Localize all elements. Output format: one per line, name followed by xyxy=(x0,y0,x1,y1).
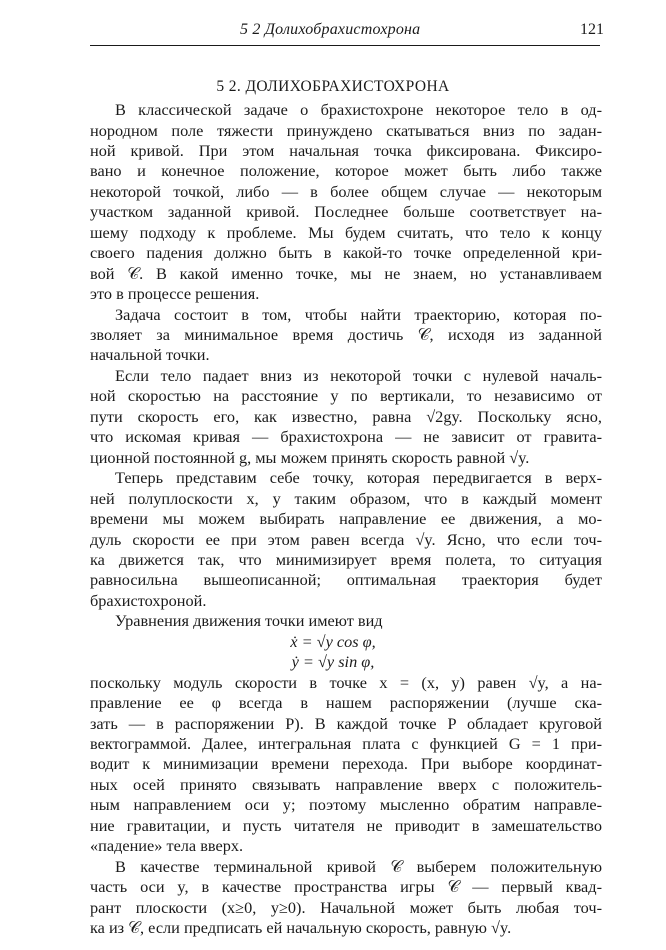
text-line: шему подходу к проблеме. Мы будем считать, что тело к концу xyxy=(90,222,602,242)
text-line: Теперь представим себе точку, которая передвигается в верх- xyxy=(115,468,602,488)
text-line: рант плоскости (x≥0, y≥0). Начальной может быть любая точ- xyxy=(90,897,602,917)
text-line: дуль скорости ее при этом равен всегда √y. Ясно, что если точ- xyxy=(90,529,602,549)
text-line: вой 𝒞. В какой именно точке, мы не знаем, но устанавливаем xyxy=(90,263,602,283)
text-line: ней полуплоскости x, y таким образом, что в каждый момент xyxy=(90,488,602,508)
header-rule xyxy=(90,45,600,46)
text-line: В классической задаче о брахистохроне некоторое тело в од- xyxy=(115,100,602,119)
text-line: времени мы можем выбирать направление ее движения, а мо- xyxy=(90,509,602,528)
text-line: это в процессе решения. xyxy=(90,284,260,303)
text-line: Если тело падает вниз из некоторой точки с нулевой началь- xyxy=(115,365,602,385)
text-line: «падение» тела вверх. xyxy=(90,836,244,856)
text-line: В качестве терминальной кривой 𝒞 выберем положительную xyxy=(115,856,602,876)
running-head xyxy=(0,18,666,42)
text-line: правление ее φ всегда в нашем распоряжении (лучше ска- xyxy=(90,693,602,712)
text-line: Задача состоит в том, чтобы найти траекторию, которая по- xyxy=(115,304,602,324)
section-heading: 5 2. ДОЛИХОБРАХИСТОХРОНА xyxy=(216,78,450,95)
text-line: поскольку модуль скорости в точке x = (x, y) равен √y, а на- xyxy=(90,672,602,692)
text-line: ка движется так, что минимизирует время полета, то ситуация xyxy=(90,549,602,569)
text-line: ние гравитации, и пусть читателя не приводит в замешательство xyxy=(90,815,602,835)
text-line: Уравнения движения точки имеют вид xyxy=(115,611,383,631)
text-line: начальной точки. xyxy=(90,345,210,365)
text-line: часть оси y, в качестве пространства игры 𝒞 — первый квад- xyxy=(90,877,602,897)
text-line: пути скорость его, как известно, равна √2gy. Поскольку ясно, xyxy=(90,406,602,426)
text-line: ционной постоянной g, мы можем принять скорость равной √y. xyxy=(90,447,530,467)
text-line: ным направлением оси y; поэтому мысленно обратим направле- xyxy=(90,795,602,815)
equation-y-dot: ẏ = √y sin φ, xyxy=(291,652,375,672)
text-line: вано и конечное положение, которое может быть либо также xyxy=(90,161,602,181)
text-line: нородном поле тяжести принуждено скатываться вниз по задан- xyxy=(90,120,602,140)
running-head-title: 5 2 Долихобрахистохрона xyxy=(240,21,421,38)
text-line: зволяет за минимальное время достичь 𝒞, исходя из заданной xyxy=(90,324,602,344)
text-line: равносильна вышеописанной; оптимальная траектория будет xyxy=(90,570,602,590)
text-line: что искомая кривая — брахистохрона — не зависит от гравита- xyxy=(90,427,602,447)
text-line: зать — в распоряжении P). В каждой точке P обладает круговой xyxy=(90,713,602,733)
equation-x-dot: ẋ = √y cos φ, xyxy=(290,631,376,651)
text-line: участком заданной кривой. Последнее больше соответствует на- xyxy=(90,202,602,222)
text-line: ной кривой. При этом начальная точка фиксирована. Фиксиро- xyxy=(90,140,602,160)
text-line: ной скоростью на расстояние y по вертикали, то независимо от xyxy=(90,386,602,406)
text-line: своего падения должно быть в какой-то точке определенной кри- xyxy=(90,243,602,263)
page-number: 121 xyxy=(580,21,604,38)
text-line: ка из 𝒞, если предписать ей начальную скорость, равную √y. xyxy=(90,918,512,937)
text-line: водит к минимизации времени перехода. При выборе координат- xyxy=(90,754,602,774)
text-line: брахистохроной. xyxy=(90,590,207,610)
text-line: ных осей принято связывать направление вверх с положитель- xyxy=(90,774,602,794)
text-line: вектограммой. Далее, интегральная плата с функцией G = 1 при- xyxy=(90,733,602,753)
text-line: некоторой точкой, либо — в более общем случае — некоторым xyxy=(90,181,602,201)
